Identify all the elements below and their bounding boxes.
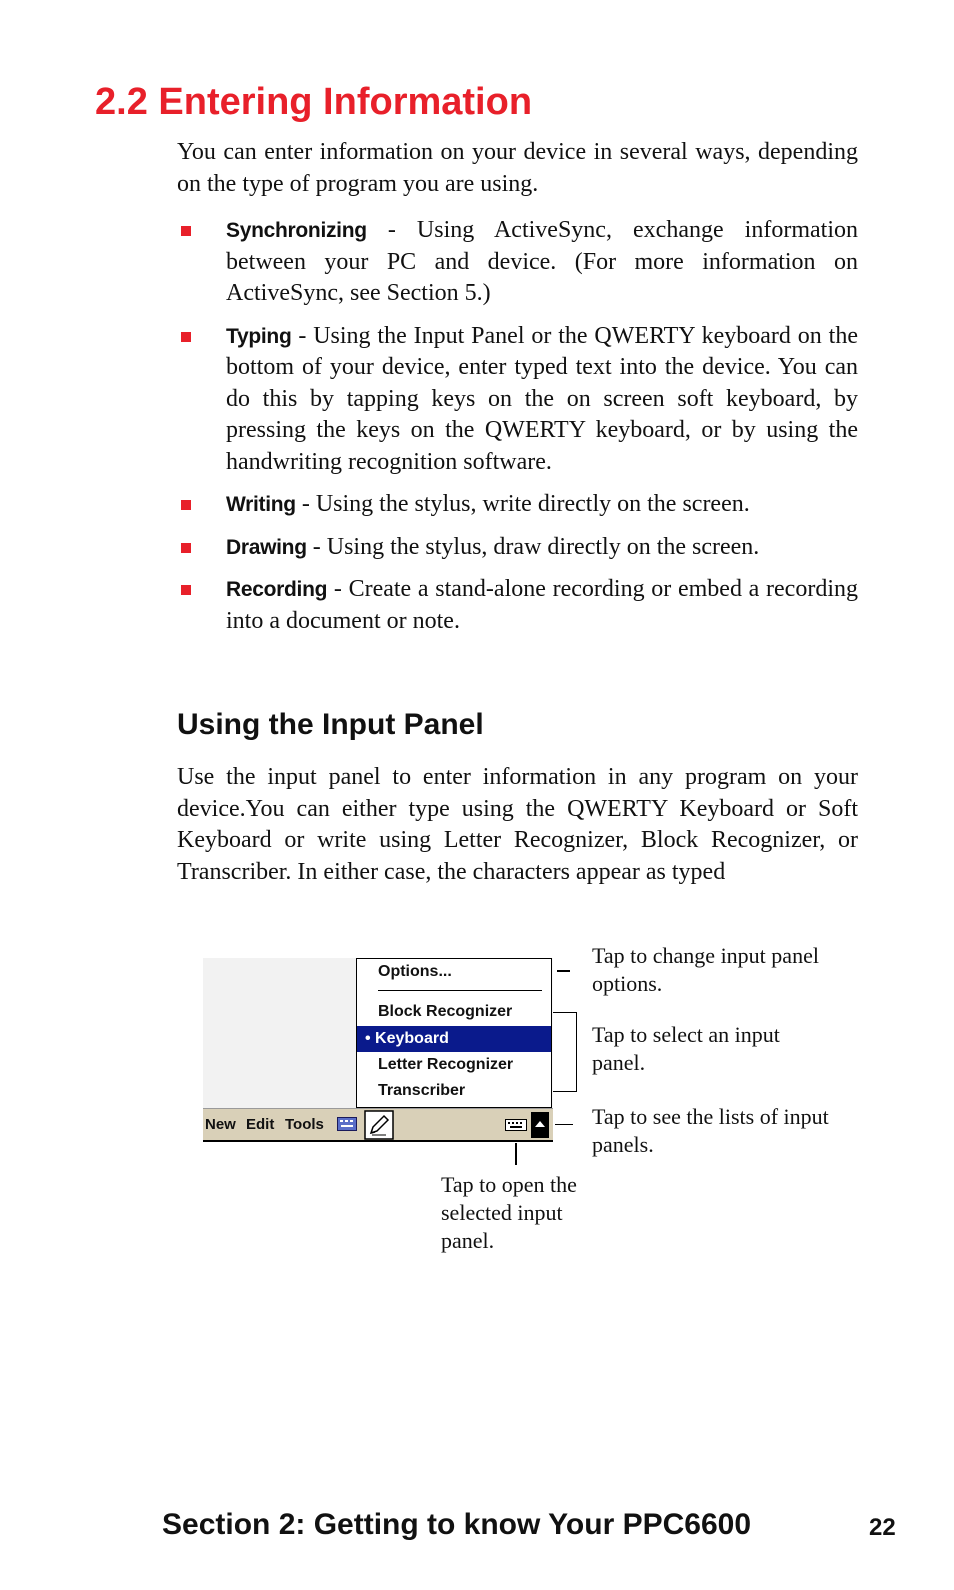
square-bullet-icon [181, 585, 191, 595]
menu-divider [378, 990, 542, 991]
bullet-text: - Create a stand-alone recording or embed a recording into a document or note. [226, 576, 858, 634]
square-bullet-icon [181, 332, 191, 342]
keyboard-icon[interactable] [337, 1116, 357, 1136]
input-method-menu [356, 958, 552, 1108]
screen-background [203, 958, 356, 1108]
bullet-term: Writing [226, 493, 296, 516]
square-bullet-icon [181, 500, 191, 510]
list-item [177, 489, 858, 521]
menu-item-letter-recognizer[interactable]: Letter Recognizer [378, 1056, 514, 1073]
section-heading: 2.2 Entering Information [95, 81, 533, 123]
new-menu[interactable]: New [205, 1116, 236, 1133]
footer-section-title: Section 2: Getting to know Your PPC6600 [162, 1508, 751, 1541]
bullet-term: Synchronizing [226, 219, 367, 242]
menu-item-block-recognizer[interactable]: Block Recognizer [378, 1003, 513, 1020]
list-item [177, 321, 858, 479]
input-panel-figure [203, 958, 553, 1144]
page-number: 22 [869, 1514, 896, 1541]
callout-options-text: Tap to change input panel options. [592, 943, 819, 996]
bullet-term: Recording [226, 578, 328, 601]
subheading: Using the Input Panel [177, 708, 484, 741]
callout-select-text: Tap to select an input panel. [592, 1022, 780, 1075]
callout-line-lists [555, 1124, 573, 1125]
bullet-text: - Using ActiveSync, exchange information between your PC and device. (For more information on ActiveSync, see Section 5.) [226, 217, 858, 306]
menu-item-keyboard[interactable]: • Keyboard [357, 1026, 551, 1052]
callout-lists-text: Tap to see the lists of input panels. [592, 1104, 829, 1157]
list-item [177, 532, 858, 564]
square-bullet-icon [181, 226, 191, 236]
bullet-text: - Using the stylus, write directly on the screen. [295, 491, 750, 517]
entry-methods-list [177, 215, 858, 648]
callout-bracket-side [576, 1012, 577, 1092]
bullet-term: Drawing [226, 535, 307, 559]
callout-line-options [557, 970, 570, 972]
callout-open-text: Tap to open the selected input panel. [441, 1172, 577, 1253]
up-arrow-icon[interactable] [531, 1112, 549, 1142]
callout-line-open [515, 1143, 517, 1165]
list-item [177, 574, 858, 637]
menu-item-options[interactable]: Options... [378, 963, 452, 980]
intro-paragraph: You can enter information on your device in several ways, depending on the type of program you are using. [177, 139, 858, 197]
list-item [177, 215, 858, 310]
callout-bracket-bottom [553, 1091, 577, 1092]
edit-menu[interactable]: Edit [246, 1116, 275, 1133]
small-keyboard-icon[interactable] [505, 1117, 527, 1137]
menu-item-transcriber[interactable]: Transcriber [378, 1082, 466, 1099]
input-panel-paragraph: Use the input panel to enter information in any program on your device.You can either type using the QWERTY Keyboard or Soft Keyboard or write using Letter Recognizer, Block Recognizer, or Transcriber. In either case, the characters appear as typed [177, 764, 858, 885]
bullet-text: - Using the Input Panel or the QWERTY keyboard on the bottom of your device, enter typed text into the device. You can do this by tapping keys on the on screen soft keyboard, by pressing the keys on the QWERTY keyboard, or by using the handwriting recognition software. [226, 322, 858, 475]
square-bullet-icon [181, 543, 191, 553]
tools-menu[interactable]: Tools [285, 1116, 324, 1133]
command-bar [203, 1108, 553, 1142]
callout-bracket-top [553, 1012, 577, 1013]
bullet-text: - Using the stylus, draw directly on the screen. [306, 533, 760, 560]
pen-icon[interactable] [364, 1110, 394, 1144]
bullet-term: Typing [226, 324, 292, 348]
